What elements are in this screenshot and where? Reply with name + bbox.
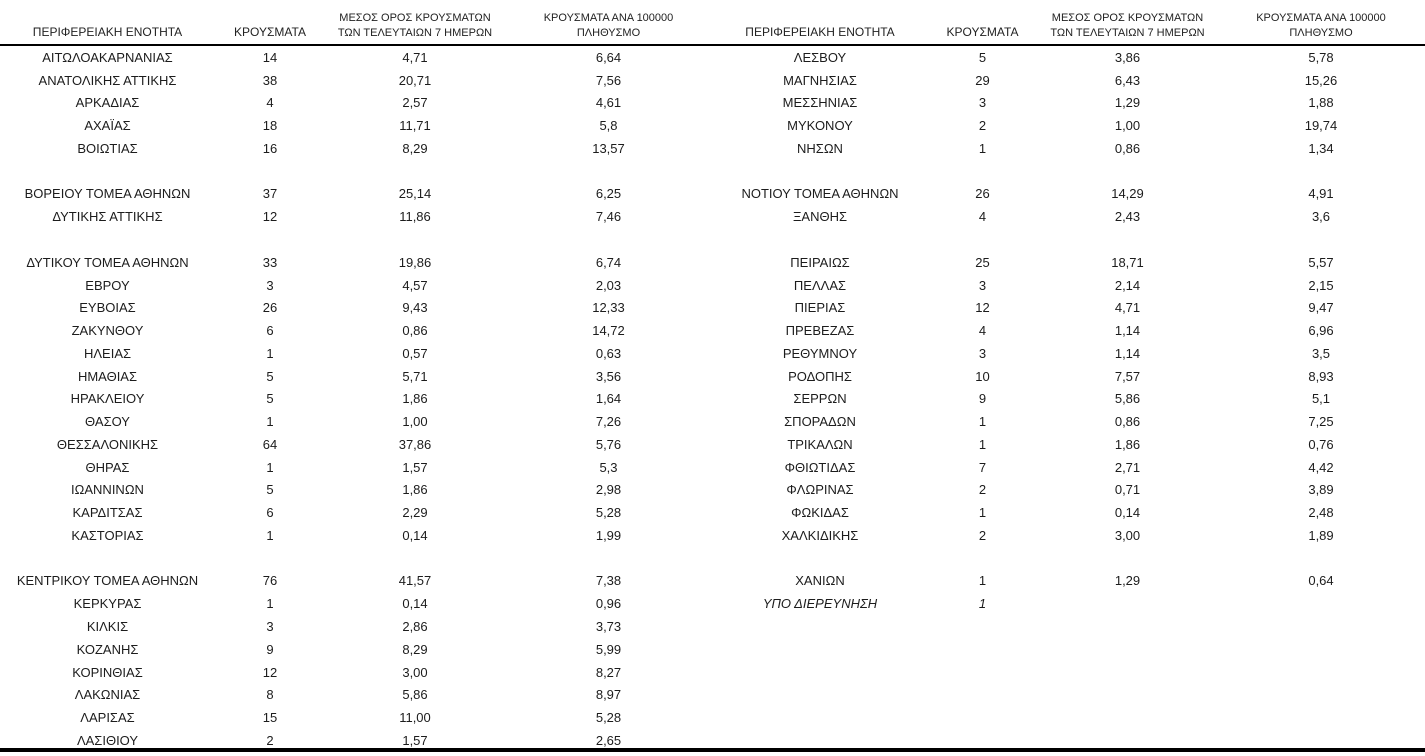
avg7-cell: 0,86 [1114, 414, 1141, 430]
region-cell: ΠΕΛΛΑΣ [793, 277, 847, 293]
table-row [0, 570, 713, 593]
cases-cell: 3 [266, 619, 274, 635]
cases-cell: 16 [262, 140, 278, 156]
region-cell: ΠΡΕΒΕΖΑΣ [785, 323, 855, 339]
cases-cell: 38 [262, 72, 278, 88]
per100k-cell: 0,76 [1308, 436, 1334, 452]
per100k-cell: 9,47 [1308, 300, 1334, 316]
header-avg7 [325, 11, 505, 40]
table-row [713, 365, 1425, 388]
cases-cell: 10 [975, 368, 990, 384]
cases-cell: 1 [978, 414, 987, 430]
avg7-cell: 0,86 [1114, 140, 1141, 156]
cases-cell: 8 [266, 687, 274, 703]
header-per100k [1218, 11, 1425, 40]
table-row [0, 410, 713, 433]
cases-cell: 26 [975, 186, 990, 202]
per100k-cell: 4,42 [1308, 459, 1334, 475]
avg7-cell: 0,57 [402, 345, 428, 361]
table-row [0, 706, 713, 729]
per100k-cell: 1,99 [595, 527, 622, 543]
per100k-cell: 0,64 [1308, 573, 1334, 589]
avg7-cell: 20,71 [398, 72, 432, 88]
header-per100k-line2: ΠΛΗΘΥΣΜΟ [1289, 26, 1353, 39]
region-cell: ΦΛΩΡΙΝΑΣ [786, 482, 854, 498]
cases-cell: 37 [262, 186, 278, 202]
per100k-cell: 6,25 [595, 186, 622, 202]
region-cell: ΘΑΣΟΥ [85, 414, 130, 430]
region-cell: ΚΕΝΤΡΙΚΟΥ ΤΟΜΕΑ ΑΘΗΝΩΝ [16, 573, 199, 589]
table-row [713, 547, 1425, 570]
table-row [0, 456, 713, 479]
per100k-cell: 5,28 [595, 505, 622, 521]
region-cell: ΚΕΡΚΥΡΑΣ [73, 596, 142, 612]
cases-cell: 25 [975, 254, 990, 270]
cases-cell: 18 [262, 118, 278, 134]
per100k-cell: 1,88 [1308, 95, 1334, 111]
per100k-cell: 5,99 [595, 641, 622, 657]
table-row [0, 524, 713, 547]
table-row [0, 160, 713, 183]
right-table-body [713, 46, 1425, 615]
avg7-cell: 41,57 [398, 573, 432, 589]
table-row [0, 69, 713, 92]
region-cell: ΝΟΤΙΟΥ ΤΟΜΕΑ ΑΘΗΝΩΝ [741, 186, 899, 202]
region-cell: ΠΕΙΡΑΙΩΣ [790, 254, 850, 270]
avg7-cell: 14,29 [1111, 186, 1144, 202]
cases-cell: 1 [266, 596, 274, 612]
per100k-cell: 4,61 [595, 95, 622, 111]
table-row [0, 183, 713, 206]
table-row [0, 205, 713, 228]
table-body [0, 46, 1425, 752]
region-cell: ΒΟΡΕΙΟΥ ΤΟΜΕΑ ΑΘΗΝΩΝ [24, 186, 191, 202]
per100k-cell: 7,26 [595, 414, 622, 430]
per100k-cell: 4,91 [1308, 186, 1334, 202]
cases-cell: 4 [266, 95, 274, 111]
avg7-cell: 2,71 [1114, 459, 1141, 475]
header-cases: ΚΡΟΥΣΜΑΤΑ [234, 25, 306, 40]
avg7-cell: 4,71 [1114, 300, 1141, 316]
table-row [0, 433, 713, 456]
cases-cell: 9 [978, 391, 987, 407]
avg7-cell: 1,14 [1114, 323, 1141, 339]
avg7-cell: 1,14 [1114, 345, 1141, 361]
per100k-cell: 1,34 [1308, 140, 1334, 156]
per100k-cell: 3,89 [1308, 482, 1334, 498]
table-row [0, 274, 713, 297]
per100k-cell: 5,8 [599, 118, 618, 134]
region-cell: ΡΟΔΟΠΗΣ [788, 368, 852, 384]
per100k-cell: 7,46 [595, 209, 622, 225]
per100k-cell: 3,56 [595, 368, 622, 384]
table-row [0, 501, 713, 524]
per100k-cell: 7,25 [1308, 414, 1334, 430]
region-cell: ΛΑΣΙΘΙΟΥ [76, 732, 139, 748]
avg7-cell: 3,86 [1114, 49, 1141, 65]
region-cell: ΗΡΑΚΛΕΙΟΥ [70, 391, 145, 407]
table-row [713, 251, 1425, 274]
region-cell: ΧΑΛΚΙΔΙΚΗΣ [781, 527, 859, 543]
table-row [0, 479, 713, 502]
table-row [0, 547, 713, 570]
region-cell: ΚΑΣΤΟΡΙΑΣ [71, 527, 144, 543]
per100k-cell: 6,64 [595, 49, 622, 65]
header-per100k-line2: ΠΛΗΘΥΣΜΟ [576, 26, 641, 39]
table-row [0, 296, 713, 319]
table-row [0, 114, 713, 137]
cases-cell: 1 [978, 573, 987, 589]
cases-cell: 2 [978, 482, 987, 498]
cases-cell: 5 [978, 49, 987, 65]
table-row [713, 296, 1425, 319]
header-per100k-line1: ΚΡΟΥΣΜΑΤΑ ΑΝΑ 100000 [543, 12, 674, 25]
region-cell: ΥΠΟ ΔΙΕΡΕΥΝΗΣΗ [762, 596, 878, 612]
avg7-cell: 1,57 [402, 732, 428, 748]
avg7-cell: 8,29 [402, 140, 428, 156]
cases-cell: 1 [266, 527, 274, 543]
region-cell: ΡΕΘΥΜΝΟΥ [782, 345, 858, 361]
avg7-cell: 3,00 [402, 664, 428, 680]
region-cell: ΜΑΓΝΗΣΙΑΣ [783, 72, 857, 88]
avg7-cell: 5,71 [402, 368, 428, 384]
table-row [713, 479, 1425, 502]
per100k-cell: 0,96 [595, 596, 622, 612]
table-row [713, 114, 1425, 137]
table-row [0, 342, 713, 365]
cases-cell: 12 [262, 664, 278, 680]
table-row [713, 524, 1425, 547]
cases-cell: 76 [262, 573, 278, 589]
cases-cell: 3 [978, 95, 987, 111]
region-cell: ΒΟΙΩΤΙΑΣ [77, 140, 138, 156]
avg7-cell: 2,43 [1114, 209, 1141, 225]
per100k-cell: 5,28 [595, 710, 622, 726]
region-cell: ΔΥΤΙΚΟΥ ΤΟΜΕΑ ΑΘΗΝΩΝ [26, 254, 189, 270]
per100k-cell: 2,15 [1308, 277, 1334, 293]
table-row [713, 205, 1425, 228]
header-region: ΠΕΡΙΦΕΡΕΙΑΚΗ ΕΝΟΤΗΤΑ [32, 25, 183, 40]
avg7-cell: 2,29 [402, 505, 428, 521]
cases-cell: 1 [266, 345, 274, 361]
avg7-cell: 4,57 [402, 277, 428, 293]
table-row [713, 92, 1425, 115]
table-row [713, 433, 1425, 456]
region-cell: ΝΗΣΩΝ [797, 140, 843, 156]
avg7-cell: 4,71 [402, 49, 428, 65]
header-per100k-line1: ΚΡΟΥΣΜΑΤΑ ΑΝΑ 100000 [1256, 12, 1386, 25]
region-cell: ΗΜΑΘΙΑΣ [77, 368, 138, 384]
region-cell: ΚΟΡΙΝΘΙΑΣ [72, 664, 143, 680]
per100k-cell: 5,78 [1308, 49, 1334, 65]
cases-cell: 7 [978, 459, 987, 475]
cases-cell: 1 [978, 505, 987, 521]
per100k-cell: 5,57 [1308, 254, 1334, 270]
per100k-cell: 5,1 [1311, 391, 1331, 407]
avg7-cell: 0,14 [402, 596, 428, 612]
cases-cell: 3 [978, 345, 987, 361]
table-header [0, 0, 1425, 46]
avg7-cell: 0,71 [1114, 482, 1141, 498]
cases-cell: 12 [262, 209, 278, 225]
table-row [0, 46, 713, 69]
per100k-cell: 8,97 [595, 687, 622, 703]
per100k-cell: 3,5 [1311, 345, 1331, 361]
avg7-cell: 11,71 [399, 118, 431, 134]
table-row [713, 46, 1425, 69]
table-row [713, 501, 1425, 524]
cases-cell: 1 [266, 459, 274, 475]
per100k-cell: 2,48 [1308, 505, 1334, 521]
avg7-cell: 11,86 [399, 209, 431, 225]
avg7-cell: 1,86 [1114, 436, 1141, 452]
region-cell: ΘΗΡΑΣ [85, 459, 130, 475]
per100k-cell: 2,98 [595, 482, 622, 498]
region-cell: ΘΕΣΣΑΛΟΝΙΚΗΣ [56, 436, 159, 452]
region-cell: ΞΑΝΘΗΣ [792, 209, 848, 225]
table-row [0, 638, 713, 661]
cases-cell: 14 [262, 49, 278, 65]
cases-cell: 2 [266, 732, 274, 748]
cases-cell: 4 [978, 323, 987, 339]
table-row [0, 661, 713, 684]
region-cell: ΚΙΛΚΙΣ [86, 619, 129, 635]
cases-cell: 2 [978, 527, 987, 543]
right-table-header [713, 0, 1425, 44]
per100k-cell: 0,63 [595, 345, 622, 361]
region-cell: ΚΑΡΔΙΤΣΑΣ [72, 505, 143, 521]
cases-cell: 1 [978, 596, 987, 612]
per100k-cell: 12,33 [592, 300, 625, 316]
cases-cell: 6 [266, 505, 274, 521]
table-row [713, 570, 1425, 593]
table-row [713, 137, 1425, 160]
avg7-cell: 1,29 [1114, 573, 1141, 589]
left-table-header [0, 0, 713, 44]
cases-cell: 12 [975, 300, 990, 316]
cases-cell: 4 [978, 209, 987, 225]
region-cell: ΣΠΟΡΑΔΩΝ [784, 414, 856, 430]
avg7-cell: 1,00 [1114, 118, 1141, 134]
avg7-cell: 11,00 [399, 710, 431, 726]
left-table-body [0, 46, 713, 752]
cases-cell: 33 [262, 254, 278, 270]
cases-cell: 1 [978, 436, 987, 452]
region-cell: ΑΙΤΩΛΟΑΚΑΡΝΑΝΙΑΣ [42, 49, 173, 65]
region-cell: ΜΕΣΣΗΝΙΑΣ [782, 95, 858, 111]
avg7-cell: 25,14 [398, 186, 432, 202]
per100k-cell: 13,57 [592, 140, 625, 156]
region-cell: ΤΡΙΚΑΛΩΝ [787, 436, 853, 452]
per100k-cell: 3,73 [595, 619, 622, 635]
avg7-cell: 1,29 [1114, 95, 1141, 111]
table-row [713, 69, 1425, 92]
cases-cell: 15 [262, 710, 278, 726]
table-row [713, 387, 1425, 410]
per100k-cell: 8,93 [1308, 368, 1334, 384]
table-row [713, 410, 1425, 433]
region-cell: ΛΑΚΩΝΙΑΣ [74, 687, 141, 703]
table-row [713, 342, 1425, 365]
region-cell: ΧΑΝΙΩΝ [795, 573, 845, 589]
region-cell: ΦΘΙΩΤΙΔΑΣ [784, 459, 856, 475]
cases-cell: 5 [266, 368, 274, 384]
region-cell: ΚΟΖΑΝΗΣ [76, 641, 139, 657]
region-cell: ΣΕΡΡΩΝ [793, 391, 847, 407]
cases-cell: 29 [975, 72, 990, 88]
region-cell: ΛΕΣΒΟΥ [793, 49, 847, 65]
avg7-cell: 0,14 [1114, 505, 1141, 521]
table-row [713, 160, 1425, 183]
table-row [0, 387, 713, 410]
cases-cell: 1 [978, 140, 987, 156]
cases-cell: 5 [266, 482, 274, 498]
table-row [0, 365, 713, 388]
table-row [713, 456, 1425, 479]
table-row [713, 183, 1425, 206]
per100k-cell: 5,3 [599, 459, 618, 475]
per100k-cell: 3,6 [1311, 209, 1331, 225]
cases-cell: 3 [978, 277, 987, 293]
region-cell: ΕΒΡΟΥ [85, 277, 130, 293]
avg7-cell: 9,43 [402, 300, 428, 316]
table-row [713, 319, 1425, 342]
table-row [0, 683, 713, 706]
region-cell: ΙΩΑΝΝΙΝΩΝ [71, 482, 144, 498]
table-row [713, 228, 1425, 251]
per100k-cell: 2,65 [595, 732, 622, 748]
table-row [0, 92, 713, 115]
header-avg7-line1: ΜΕΣΟΣ ΟΡΟΣ ΚΡΟΥΣΜΑΤΩΝ [1051, 12, 1204, 25]
cases-cell: 1 [266, 414, 274, 430]
region-cell: ΑΝΑΤΟΛΙΚΗΣ ΑΤΤΙΚΗΣ [38, 72, 177, 88]
per100k-cell: 1,89 [1308, 527, 1334, 543]
cases-cell: 9 [266, 641, 274, 657]
avg7-cell: 5,86 [1114, 391, 1141, 407]
per100k-cell: 6,74 [595, 254, 622, 270]
table-row [0, 251, 713, 274]
avg7-cell: 8,29 [402, 641, 428, 657]
region-cell: ΑΧΑΪΑΣ [84, 118, 131, 134]
region-cell: ΦΩΚΙΔΑΣ [791, 505, 849, 521]
avg7-cell: 2,57 [402, 95, 428, 111]
per100k-cell: 7,56 [595, 72, 622, 88]
header-avg7-line2: ΤΩΝ ΤΕΛΕΥΤΑΙΩΝ 7 ΗΜΕΡΩΝ [337, 26, 493, 39]
region-cell: ΗΛΕΙΑΣ [83, 345, 132, 361]
avg7-cell: 37,86 [398, 436, 432, 452]
per100k-cell: 15,26 [1304, 72, 1338, 88]
cases-cell: 3 [266, 277, 274, 293]
header-avg7-line2: ΤΩΝ ΤΕΛΕΥΤΑΙΩΝ 7 ΗΜΕΡΩΝ [1050, 26, 1205, 39]
per100k-cell: 19,74 [1304, 118, 1338, 134]
region-cell: ΑΡΚΑΔΙΑΣ [75, 95, 140, 111]
cases-cell: 6 [266, 323, 274, 339]
region-cell: ΕΥΒΟΙΑΣ [79, 300, 136, 316]
region-cell: ΠΙΕΡΙΑΣ [794, 300, 846, 316]
header-per100k [505, 11, 712, 40]
avg7-cell: 5,86 [402, 687, 428, 703]
region-cell: ΔΥΤΙΚΗΣ ΑΤΤΙΚΗΣ [52, 209, 163, 225]
header-cases: ΚΡΟΥΣΜΑΤΑ [946, 25, 1019, 40]
table-row [713, 592, 1425, 615]
cases-cell: 5 [266, 391, 274, 407]
avg7-cell: 0,86 [402, 323, 428, 339]
avg7-cell: 2,14 [1114, 277, 1141, 293]
avg7-cell: 7,57 [1114, 368, 1141, 384]
table-row [0, 592, 713, 615]
per100k-cell: 8,27 [595, 664, 622, 680]
per100k-cell: 6,96 [1308, 323, 1334, 339]
avg7-cell: 1,86 [402, 391, 428, 407]
header-avg7-line1: ΜΕΣΟΣ ΟΡΟΣ ΚΡΟΥΣΜΑΤΩΝ [339, 12, 491, 25]
avg7-cell: 1,86 [402, 482, 428, 498]
table-row [0, 319, 713, 342]
cases-cell: 26 [262, 300, 278, 316]
table-row [0, 228, 713, 251]
per100k-cell: 2,03 [595, 277, 622, 293]
avg7-cell: 18,71 [1111, 254, 1144, 270]
table-row [0, 615, 713, 638]
avg7-cell: 19,86 [398, 254, 432, 270]
avg7-cell: 3,00 [1114, 527, 1141, 543]
region-cell: ΜΥΚΟΝΟΥ [787, 118, 853, 134]
avg7-cell: 1,57 [402, 459, 428, 475]
avg7-cell: 1,00 [402, 414, 428, 430]
per100k-cell: 14,72 [592, 323, 625, 339]
avg7-cell: 6,43 [1114, 72, 1141, 88]
avg7-cell: 2,86 [402, 619, 428, 635]
header-avg7 [1038, 11, 1218, 40]
cases-cell: 64 [262, 436, 278, 452]
avg7-cell: 0,14 [402, 527, 428, 543]
table-row [0, 137, 713, 160]
header-region: ΠΕΡΙΦΕΡΕΙΑΚΗ ΕΝΟΤΗΤΑ [745, 25, 895, 40]
per100k-cell: 7,38 [595, 573, 622, 589]
region-cell: ΛΑΡΙΣΑΣ [80, 710, 135, 726]
per100k-cell: 1,64 [595, 391, 622, 407]
region-cell: ΖΑΚΥΝΘΟΥ [71, 323, 144, 339]
table-row [713, 274, 1425, 297]
table-row [0, 729, 713, 752]
cases-cell: 2 [978, 118, 987, 134]
per100k-cell: 5,76 [595, 436, 622, 452]
